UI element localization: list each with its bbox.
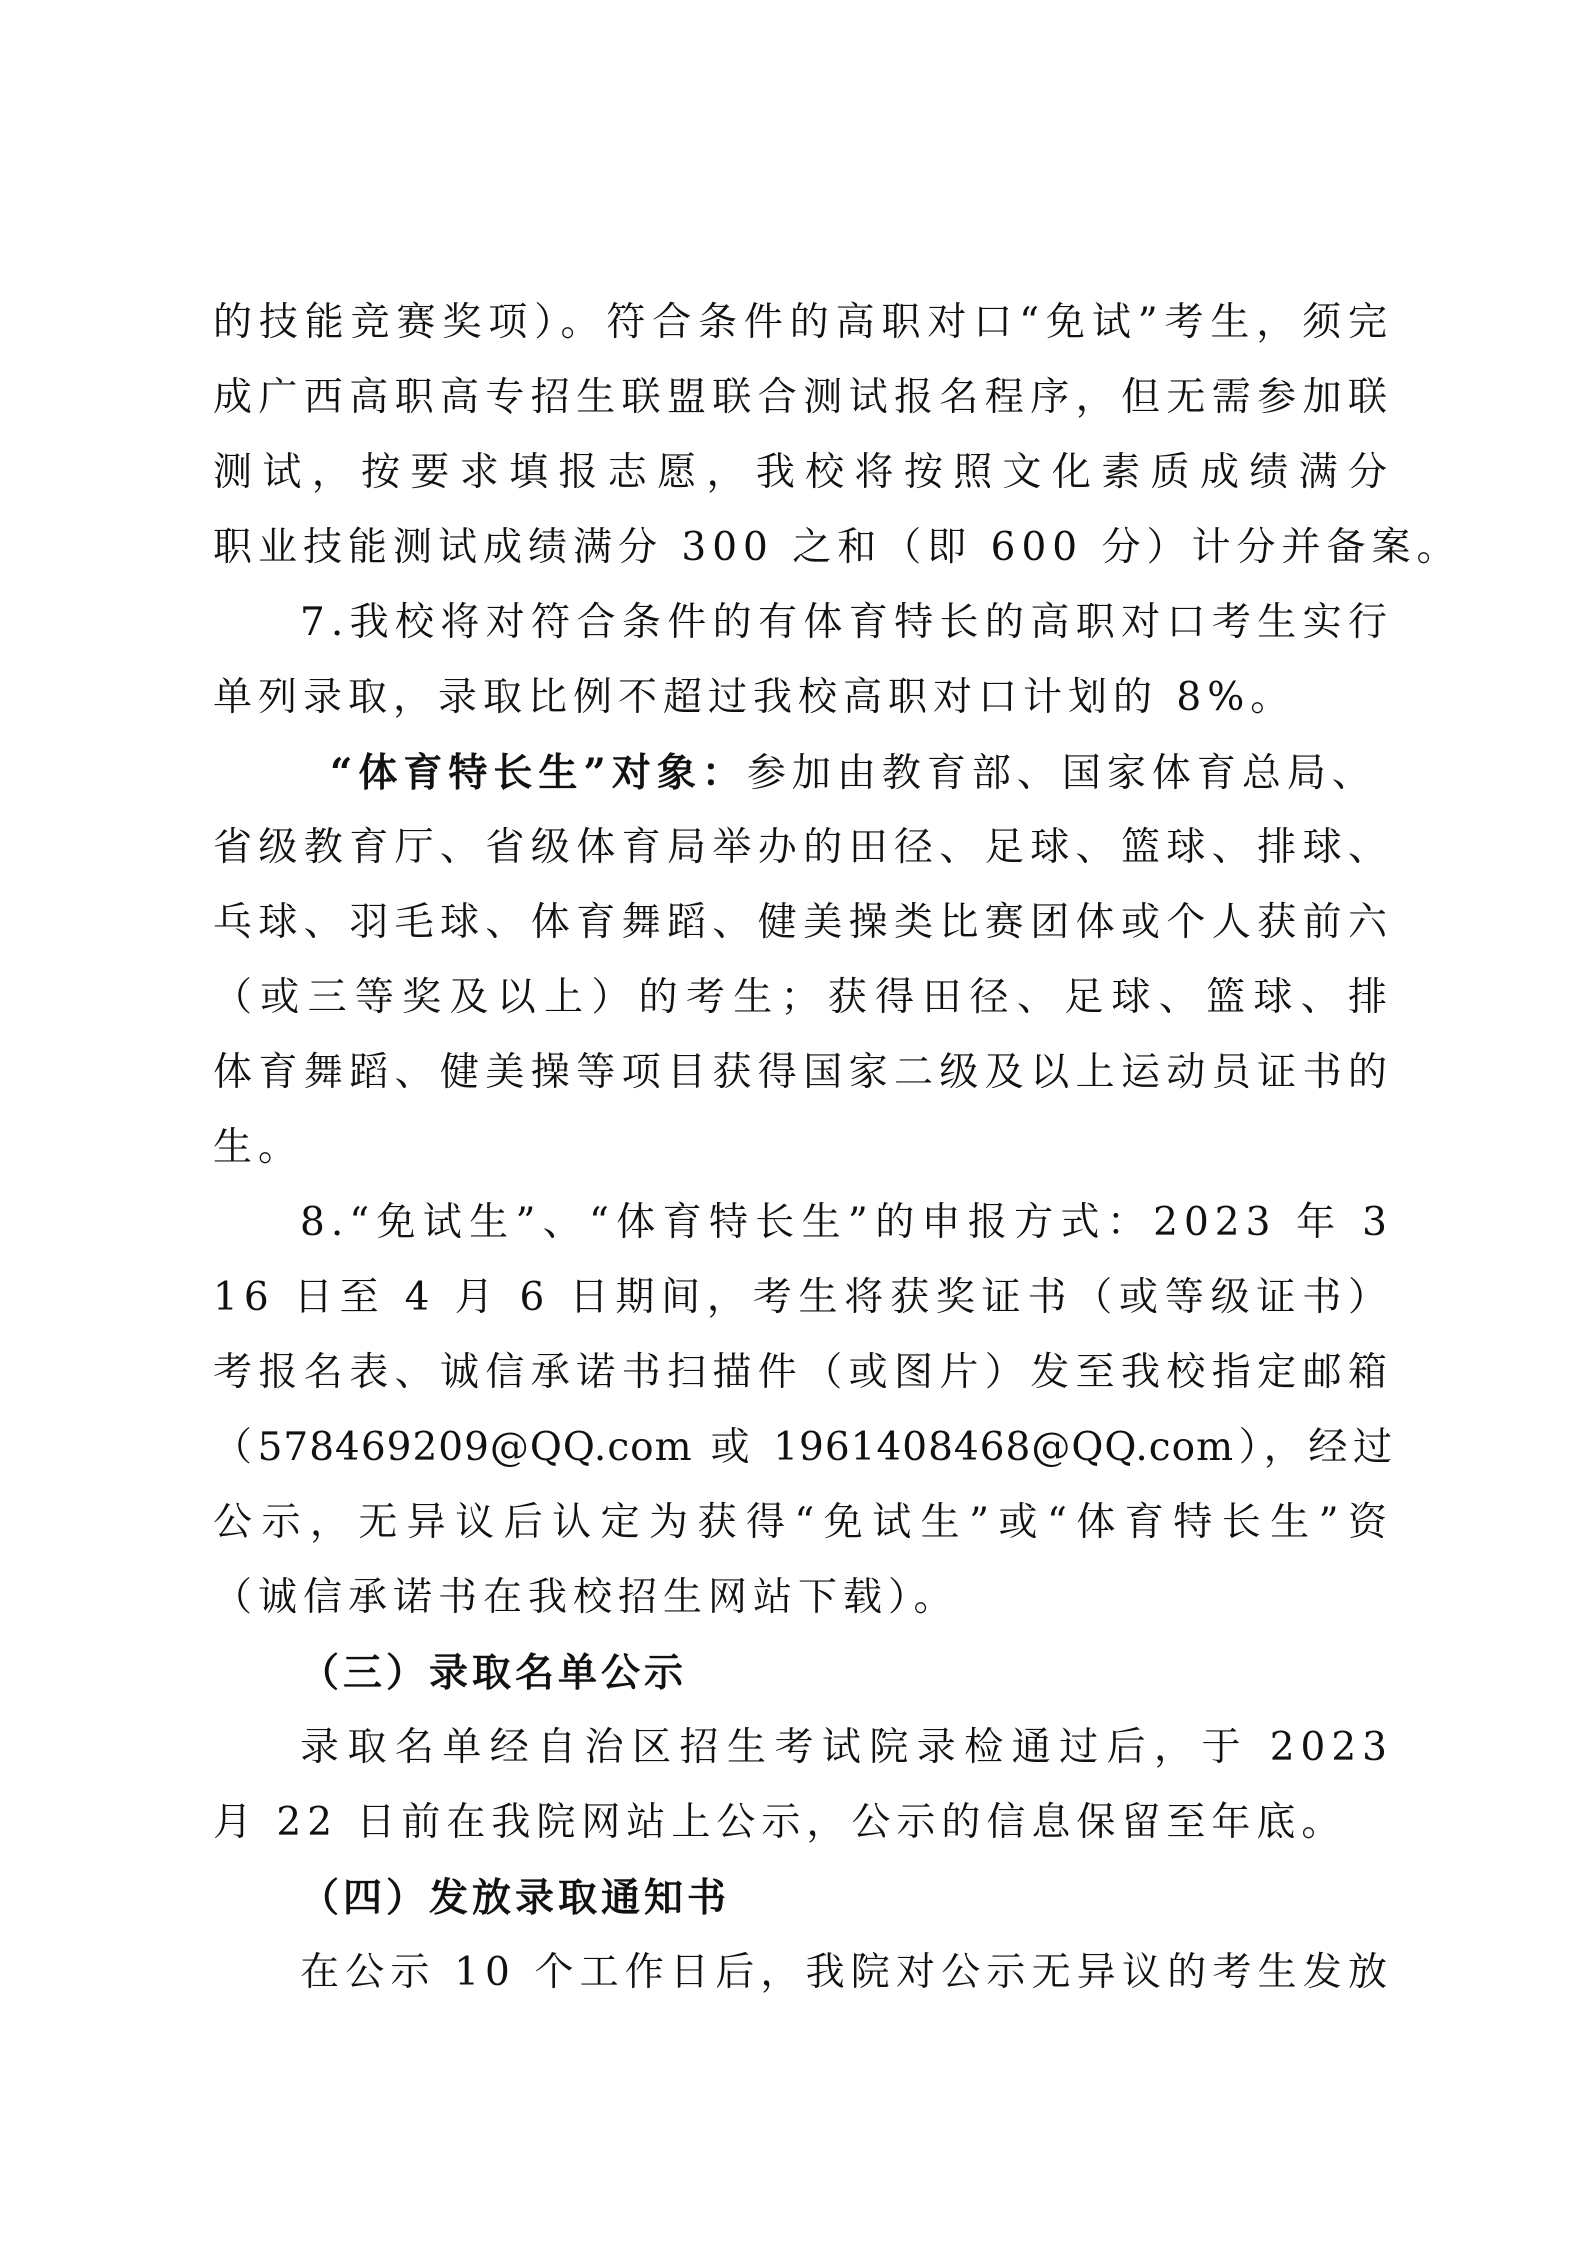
paragraph-line: （诚信承诺书在我校招生网站下载）。 bbox=[213, 1575, 959, 1620]
paragraph-line: 成广西高职高专招生联盟联合测试报名程序，但无需参加联 bbox=[213, 375, 1393, 420]
paragraph-line: 乓球、羽毛球、体育舞蹈、健美操类比赛团体或个人获前六 bbox=[213, 900, 1393, 945]
paragraph-line: 的技能竞赛奖项）。符合条件的高职对口“免试”考生，须完 bbox=[213, 300, 1393, 345]
paragraph-line: 考报名表、诚信承诺书扫描件（或图片）发至我校指定邮箱 bbox=[213, 1350, 1393, 1395]
bold-label: “体育特长生”对象： bbox=[330, 750, 747, 796]
paragraph-line: 职业技能测试成绩满分 300 之和（即 600 分）计分并备案。 bbox=[213, 525, 1462, 570]
paragraph-text: 参加由教育部、国家体育总局、 bbox=[746, 751, 1377, 796]
paragraph-line: 月 22 日前在我院网站上公示，公示的信息保留至年底。 bbox=[213, 1800, 1347, 1845]
paragraph-line: 16 日至 4 月 6 日期间，考生将获奖证书（或等级证书） bbox=[213, 1275, 1393, 1320]
paragraph-line: 省级教育厅、省级体育局举办的田径、足球、篮球、排球、 bbox=[213, 825, 1393, 870]
paragraph-line-with-label bbox=[330, 748, 1393, 799]
paragraph-line: 7.我校将对符合条件的有体育特长的高职对口考生实行 bbox=[300, 600, 1393, 645]
paragraph-line: （或三等奖及以上）的考生；获得田径、足球、篮球、排 bbox=[213, 975, 1393, 1020]
paragraph-line: 测试，按要求填报志愿，我校将按照文化素质成绩满分 bbox=[213, 450, 1393, 495]
paragraph-line: 公示，无异议后认定为获得“免试生”或“体育特长生”资 bbox=[213, 1500, 1393, 1545]
section-heading-3: （三）录取名单公示 bbox=[300, 1650, 688, 1696]
paragraph-line: 录取名单经自治区招生考试院录检通过后，于 2023 bbox=[300, 1725, 1393, 1770]
paragraph-line: 单列录取，录取比例不超过我校高职对口计划的 8%。 bbox=[213, 675, 1296, 720]
section-heading-4: （四）发放录取通知书 bbox=[300, 1875, 731, 1921]
paragraph-line: 8.“免试生”、“体育特长生”的申报方式：2023 年 3 bbox=[300, 1200, 1393, 1245]
paragraph-line: 生。 bbox=[213, 1125, 304, 1170]
paragraph-line: （578469209@QQ.com 或 1961408468@QQ.com），经过 bbox=[213, 1425, 1393, 1470]
paragraph-line: 在公示 10 个工作日后，我院对公示无异议的考生发放 bbox=[300, 1950, 1393, 1995]
paragraph-line: 体育舞蹈、健美操等项目获得国家二级及以上运动员证书的 bbox=[213, 1050, 1393, 1095]
